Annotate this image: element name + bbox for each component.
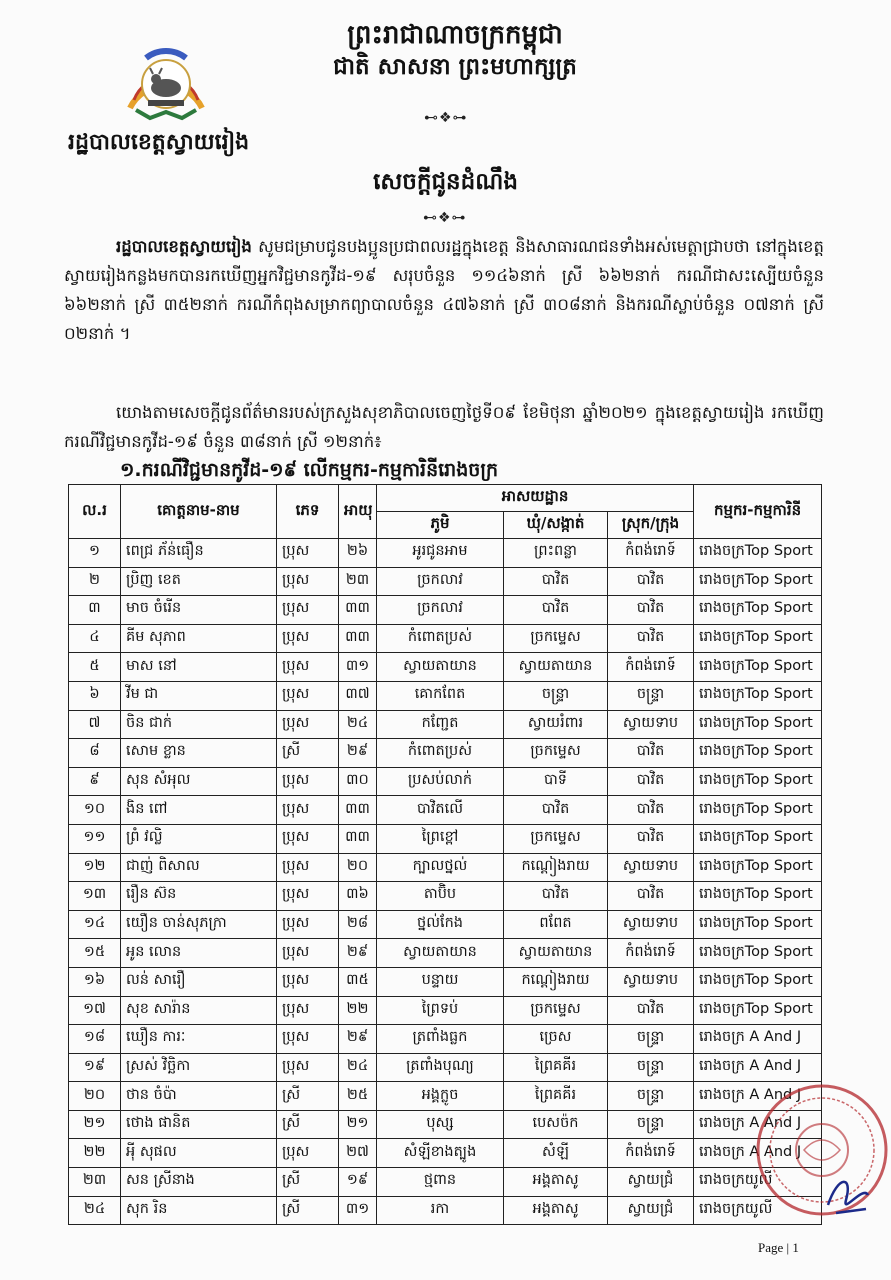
cell-village: កញ្ជែត (377, 710, 504, 739)
header-village: ភូមិ (377, 512, 504, 539)
cell-village: ក្បាលថ្នល់ (377, 853, 504, 882)
cell-commune: បាទី (504, 767, 608, 796)
announcement-paragraph (64, 232, 824, 348)
cell-district: បាវិត (608, 767, 694, 796)
cell-age: ៣៥ (339, 967, 377, 996)
header-ornament: ⊷❖⊶ (424, 110, 468, 126)
table-row (69, 939, 822, 968)
cell-no: ១៧ (69, 996, 121, 1025)
cell-village: បាវិតលើ (377, 796, 504, 825)
cell-name: ព្រំ វល្លិ (121, 824, 277, 853)
document-title: សេចក្តីជូនដំណឹង (373, 169, 518, 195)
cell-name: គីម សុភាព (121, 624, 277, 653)
kingdom-motto-line1: ព្រះរាជាណាចក្រកម្ពុជា (347, 20, 563, 50)
cell-no: ១ (69, 539, 121, 568)
cell-age: ១៩ (339, 1168, 377, 1197)
cell-age: ២៣ (339, 567, 377, 596)
table-row (69, 739, 822, 768)
page-number: Page | 1 (758, 1240, 799, 1255)
table-row (69, 653, 822, 682)
cell-age: ២៤ (339, 710, 377, 739)
cell-sex: ប្រុស (277, 1053, 339, 1082)
cell-district: បាវិត (608, 996, 694, 1025)
cell-village: បន្ទាយ (377, 967, 504, 996)
cell-sex: ប្រុស (277, 710, 339, 739)
cell-district: កំពង់រោទ៍ (608, 939, 694, 968)
cell-village: ព្រៃទប់ (377, 996, 504, 1025)
cell-district: បាវិត (608, 882, 694, 911)
cell-district: ស្វាយទាប (608, 710, 694, 739)
cell-name: ប្រិញ ខេត (121, 567, 277, 596)
positive-cases-table (68, 484, 822, 1225)
cell-village: គោកពែត (377, 681, 504, 710)
cell-name: រឿន ស៊ន (121, 882, 277, 911)
issuing-authority: រដ្ឋបាលខេត្តស្វាយរៀង (68, 130, 250, 155)
cell-age: ៣០ (339, 767, 377, 796)
cell-no: ៨ (69, 739, 121, 768)
cell-district: បាវិត (608, 824, 694, 853)
cell-district: ស្វាយទាប (608, 910, 694, 939)
cell-sex: ប្រុស (277, 624, 339, 653)
cell-age: ២២ (339, 996, 377, 1025)
cell-village: បុស្ស (377, 1110, 504, 1139)
cell-workplace: រោងចក្រTop Sport (694, 596, 822, 625)
cell-commune: ច្រកម្ទេស (504, 624, 608, 653)
cell-workplace: រោងចក្រTop Sport (694, 539, 822, 568)
cell-name: ពេជ្រ ភ័ន់ធឿន (121, 539, 277, 568)
cell-district: បាវិត (608, 739, 694, 768)
header-district: ស្រុក/ក្រុង (608, 512, 694, 539)
title-ornament: ⊷❖⊶ (423, 210, 467, 226)
cell-village: រកា (377, 1196, 504, 1225)
cell-sex: ប្រុស (277, 996, 339, 1025)
cell-name: ងិន ពៅ (121, 796, 277, 825)
header-sex: ភេទ (277, 485, 339, 539)
cell-commune: ព្រៃគគីរ (504, 1082, 608, 1111)
cell-age: ២៤ (339, 1053, 377, 1082)
cell-commune: ច្រេស (504, 1025, 608, 1054)
cell-age: ៣៧ (339, 681, 377, 710)
cell-age: ៣៣ (339, 596, 377, 625)
cell-no: ៤ (69, 624, 121, 653)
cell-district: បាវិត (608, 567, 694, 596)
cell-age: ២៩ (339, 739, 377, 768)
cell-sex: ប្រុស (277, 882, 339, 911)
cell-sex: ស្រី (277, 1082, 339, 1111)
cell-village: ច្រកលាវ (377, 596, 504, 625)
cell-name: សុក រិន (121, 1196, 277, 1225)
cell-sex: ប្រុស (277, 853, 339, 882)
cell-workplace: រោងចក្រយូលី (694, 1168, 822, 1197)
cell-workplace: រោងចក្រTop Sport (694, 739, 822, 768)
cell-sex: ប្រុស (277, 539, 339, 568)
cell-commune: ច្រកម្ទេស (504, 739, 608, 768)
cell-sex: ប្រុស (277, 596, 339, 625)
cell-village: ថ្មពាន (377, 1168, 504, 1197)
table-row (69, 539, 822, 568)
cell-name: លន់ សារឿ (121, 967, 277, 996)
cell-workplace: រោងចក្រTop Sport (694, 624, 822, 653)
table-row (69, 1168, 822, 1197)
cell-village: កំពោតប្រស់ (377, 624, 504, 653)
table-row (69, 1110, 822, 1139)
cell-age: ២៥ (339, 1082, 377, 1111)
cell-district: ចន្ទ្រា (608, 1110, 694, 1139)
header-commune: ឃុំ/សង្កាត់ (504, 512, 608, 539)
cell-commune: អង្គតាសូ (504, 1196, 608, 1225)
header-name: គោត្តនាម-នាម (121, 485, 277, 539)
provincial-emblem-icon (120, 38, 212, 124)
cell-no: ៩ (69, 767, 121, 796)
cell-workplace: រោងចក្រយូលី (694, 1196, 822, 1225)
cell-age: ២៧ (339, 1139, 377, 1168)
cell-village: ត្រពាំងបុណ្យ (377, 1053, 504, 1082)
cell-district: ស្វាយជ្រំ (608, 1168, 694, 1197)
cell-village: ប្រសប់លាក់ (377, 767, 504, 796)
cell-workplace: រោងចក្រTop Sport (694, 653, 822, 682)
table-row (69, 910, 822, 939)
cell-commune: បាវិត (504, 882, 608, 911)
cell-no: ២០ (69, 1082, 121, 1111)
cell-commune: ចន្ទ្រា (504, 681, 608, 710)
cell-commune: បេសច៉ក (504, 1110, 608, 1139)
cell-name: សន ស្រីនាង (121, 1168, 277, 1197)
cell-no: ១៦ (69, 967, 121, 996)
cell-sex: ប្រុស (277, 1025, 339, 1054)
cell-sex: ប្រុស (277, 1139, 339, 1168)
cell-name: អុី សុផល (121, 1139, 277, 1168)
cell-age: ២០ (339, 853, 377, 882)
header-address: អាសយដ្ឋាន (377, 485, 694, 512)
table-row (69, 624, 822, 653)
cell-age: ៣៣ (339, 824, 377, 853)
cell-sex: ស្រី (277, 1196, 339, 1225)
table-row (69, 710, 822, 739)
cell-sex: ប្រុស (277, 681, 339, 710)
table-row (69, 681, 822, 710)
cell-village: ស្វាយតាយាន (377, 939, 504, 968)
cell-village: ថ្នល់កែង (377, 910, 504, 939)
cell-commune: ព្រៃគគីរ (504, 1053, 608, 1082)
cell-name: មាស នៅ (121, 653, 277, 682)
cell-workplace: រោងចក្រTop Sport (694, 939, 822, 968)
table-row (69, 824, 822, 853)
cell-no: ២១ (69, 1110, 121, 1139)
cell-name: វីម ជា (121, 681, 277, 710)
cell-name: ឃឿន ការៈ (121, 1025, 277, 1054)
cell-commune: ច្រកម្ទេស (504, 824, 608, 853)
cell-name: យឿន ចាន់សុភក្រា (121, 910, 277, 939)
cell-name: មាច ចំរើន (121, 596, 277, 625)
cell-no: ១២ (69, 853, 121, 882)
table-row (69, 1082, 822, 1111)
cell-district: កំពង់រោទ៍ (608, 539, 694, 568)
cell-no: ១៨ (69, 1025, 121, 1054)
paragraph-lead: រដ្ឋបាលខេត្តស្វាយរៀង (116, 237, 252, 256)
cell-no: ២ (69, 567, 121, 596)
cell-no: ១៣ (69, 882, 121, 911)
section-heading: ១.ករណីវិជ្ជមានកូវីដ-១៩ លើកម្មករ-កម្មការិនីរោងចក្រ (120, 459, 499, 481)
cell-sex: ស្រី (277, 739, 339, 768)
cell-sex: ប្រុស (277, 767, 339, 796)
cell-village: សំឡីខាងត្បូង (377, 1139, 504, 1168)
cell-district: ចន្ទ្រា (608, 1053, 694, 1082)
cell-district: កំពង់រោទ៍ (608, 653, 694, 682)
cell-workplace: រោងចក្រTop Sport (694, 710, 822, 739)
cell-sex: ប្រុស (277, 796, 339, 825)
table-row (69, 853, 822, 882)
cell-sex: ប្រុស (277, 967, 339, 996)
header-age: អាយុ (339, 485, 377, 539)
cell-workplace: រោងចក្រ A And J (694, 1025, 822, 1054)
cell-workplace: រោងចក្រTop Sport (694, 824, 822, 853)
cell-name: ជាញ់ ពិសាល (121, 853, 277, 882)
cell-commune: ពពែត (504, 910, 608, 939)
cell-commune: បាវិត (504, 796, 608, 825)
cell-district: ស្វាយទាប (608, 853, 694, 882)
cell-no: ១៩ (69, 1053, 121, 1082)
cell-name: ចិន ជាក់ (121, 710, 277, 739)
cell-sex: ប្រុស (277, 910, 339, 939)
cell-commune: បាវិត (504, 567, 608, 596)
cell-age: ៣១ (339, 653, 377, 682)
cell-village: ស្វាយតាយាន (377, 653, 504, 682)
cell-sex: ប្រុស (277, 653, 339, 682)
cell-workplace: រោងចក្រTop Sport (694, 910, 822, 939)
cell-workplace: រោងចក្រTop Sport (694, 567, 822, 596)
cell-village: កំពោតប្រស់ (377, 739, 504, 768)
cell-workplace: រោងចក្រTop Sport (694, 996, 822, 1025)
cell-sex: ប្រុស (277, 824, 339, 853)
cell-name: អូន លោន (121, 939, 277, 968)
cell-no: ១៤ (69, 910, 121, 939)
kingdom-header (290, 18, 620, 82)
ministry-reference-paragraph (64, 398, 824, 456)
cell-workplace: រោងចក្រTop Sport (694, 796, 822, 825)
cell-workplace: រោងចក្រ A And J (694, 1082, 822, 1111)
table-row (69, 1139, 822, 1168)
cell-no: ៧ (69, 710, 121, 739)
cell-workplace: រោងចក្រ A And J (694, 1053, 822, 1082)
cell-age: ៣៣ (339, 796, 377, 825)
cell-age: ២៩ (339, 1025, 377, 1054)
header-workplace: កម្មករ-កម្មការិនី (694, 485, 822, 539)
cell-no: ១០ (69, 796, 121, 825)
reference-text: យោងតាមសេចក្តីជូនព័ត៌មានរបស់ក្រសួងសុខាភិបាលចេញថ្ងៃទី០៩ ខែមិថុនា ឆ្នាំ២០២១ ក្នុងខេត្តស្វាយរៀង រកឃើញករណីវិជ្ជមានកូវីដ-១៩ ចំនួន ៣៨នាក់ ស្រី ១២នាក់៖ (64, 403, 824, 451)
cell-commune: សំឡី (504, 1139, 608, 1168)
cell-commune: បាវិត (504, 596, 608, 625)
cell-district: ចន្ទ្រា (608, 1025, 694, 1054)
table-row (69, 596, 822, 625)
cell-village: អូរជូនអាម (377, 539, 504, 568)
cell-district: ស្វាយជ្រំ (608, 1196, 694, 1225)
cell-commune: ស្វាយរំពារ (504, 710, 608, 739)
cell-no: ២៣ (69, 1168, 121, 1197)
cell-commune: កណ្តៀងរាយ (504, 853, 608, 882)
table-row (69, 567, 822, 596)
table-row (69, 967, 822, 996)
cell-name: សុខ សារ៉ាន (121, 996, 277, 1025)
cell-commune: អង្គតាសូ (504, 1168, 608, 1197)
cell-workplace: រោងចក្រTop Sport (694, 767, 822, 796)
cell-district: បាវិត (608, 596, 694, 625)
table-row (69, 796, 822, 825)
cell-no: ២៤ (69, 1196, 121, 1225)
cell-age: ៣៣ (339, 624, 377, 653)
cell-commune: ព្រះពន្លា (504, 539, 608, 568)
cell-age: ២៩ (339, 939, 377, 968)
cell-name: ថោង ផានិត (121, 1110, 277, 1139)
cell-sex: ប្រុស (277, 567, 339, 596)
cell-district: បាវិត (608, 624, 694, 653)
cell-commune: កណ្តៀងរាយ (504, 967, 608, 996)
cell-age: ៣៦ (339, 882, 377, 911)
cell-sex: ប្រុស (277, 939, 339, 968)
table-row (69, 1025, 822, 1054)
paragraph-body: សូមជម្រាបជូនបងប្អូនប្រជាពលរដ្ឋក្នុងខេត្ត និងសាធារណជនទាំងអស់មេត្តាជ្រាបថា នៅក្នុងខេត្តស្វាយរៀងកន្លងមកបានរកឃើញអ្នកវិជ្ជមានកូវីដ-១៩ សរុបចំនួន ១១៤៦នាក់ ស្រី ៦៦២នាក់ ករណីជាសះស្បើយចំនួន ៦៦២នាក់ ស្រី ៣៥២នាក់ ករណីកំពុងសម្រាកព្យាបាលចំនួន ៤៧៦នាក់ ស្រី ៣០៨នាក់ និងករណីស្លាប់ចំនួន ០៧នាក់ ស្រី ០២នាក់ ។ (64, 237, 824, 343)
cell-sex: ស្រី (277, 1168, 339, 1197)
table-row (69, 996, 822, 1025)
cell-village: ច្រកលាវ (377, 567, 504, 596)
table-header-row (69, 485, 822, 512)
cell-name: សោម ខ្លាន (121, 739, 277, 768)
cell-district: បាវិត (608, 796, 694, 825)
cell-workplace: រោងចក្រTop Sport (694, 882, 822, 911)
cell-commune: ច្រកម្ទេស (504, 996, 608, 1025)
cell-sex: ស្រី (277, 1110, 339, 1139)
table-row (69, 1053, 822, 1082)
cell-workplace: រោងចក្រTop Sport (694, 967, 822, 996)
cell-age: ២៦ (339, 539, 377, 568)
cell-commune: ស្វាយតាយាន (504, 939, 608, 968)
cell-district: ចន្ទ្រា (608, 1082, 694, 1111)
cell-workplace: រោងចក្រTop Sport (694, 853, 822, 882)
cell-workplace: រោងចក្រ A And J (694, 1110, 822, 1139)
cell-age: ៣១ (339, 1196, 377, 1225)
cell-workplace: រោងចក្រTop Sport (694, 681, 822, 710)
cell-district: កំពង់រោទ៍ (608, 1139, 694, 1168)
cell-village: ព្រៃខ្ពៅ (377, 824, 504, 853)
cell-workplace: រោងចក្រ A And J (694, 1139, 822, 1168)
cell-district: ស្វាយទាប (608, 967, 694, 996)
cell-district: ចន្ទ្រា (608, 681, 694, 710)
cell-no: ៥ (69, 653, 121, 682)
cell-age: ២៨ (339, 910, 377, 939)
cell-no: ១៥ (69, 939, 121, 968)
cell-no: ៦ (69, 681, 121, 710)
cell-village: តាប៊ិប (377, 882, 504, 911)
cell-village: អង្គក្លូច (377, 1082, 504, 1111)
cell-no: ២២ (69, 1139, 121, 1168)
cell-commune: ស្វាយតាយាន (504, 653, 608, 682)
cell-no: ១១ (69, 824, 121, 853)
cell-name: សុន សំអុល (121, 767, 277, 796)
table-row (69, 882, 822, 911)
cell-village: ត្រពាំងធ្លក (377, 1025, 504, 1054)
cell-name: ស្រស់ វិច្ឆិកា (121, 1053, 277, 1082)
handwritten-signature (818, 1165, 878, 1225)
kingdom-motto-line2: ជាតិ សាសនា ព្រះមហាក្សត្រ (333, 54, 577, 80)
header-no: ល.រ (69, 485, 121, 539)
table-row (69, 767, 822, 796)
cell-no: ៣ (69, 596, 121, 625)
cell-age: ២១ (339, 1110, 377, 1139)
table-row (69, 1196, 822, 1225)
cell-name: ថាន ចំប៉ា (121, 1082, 277, 1111)
